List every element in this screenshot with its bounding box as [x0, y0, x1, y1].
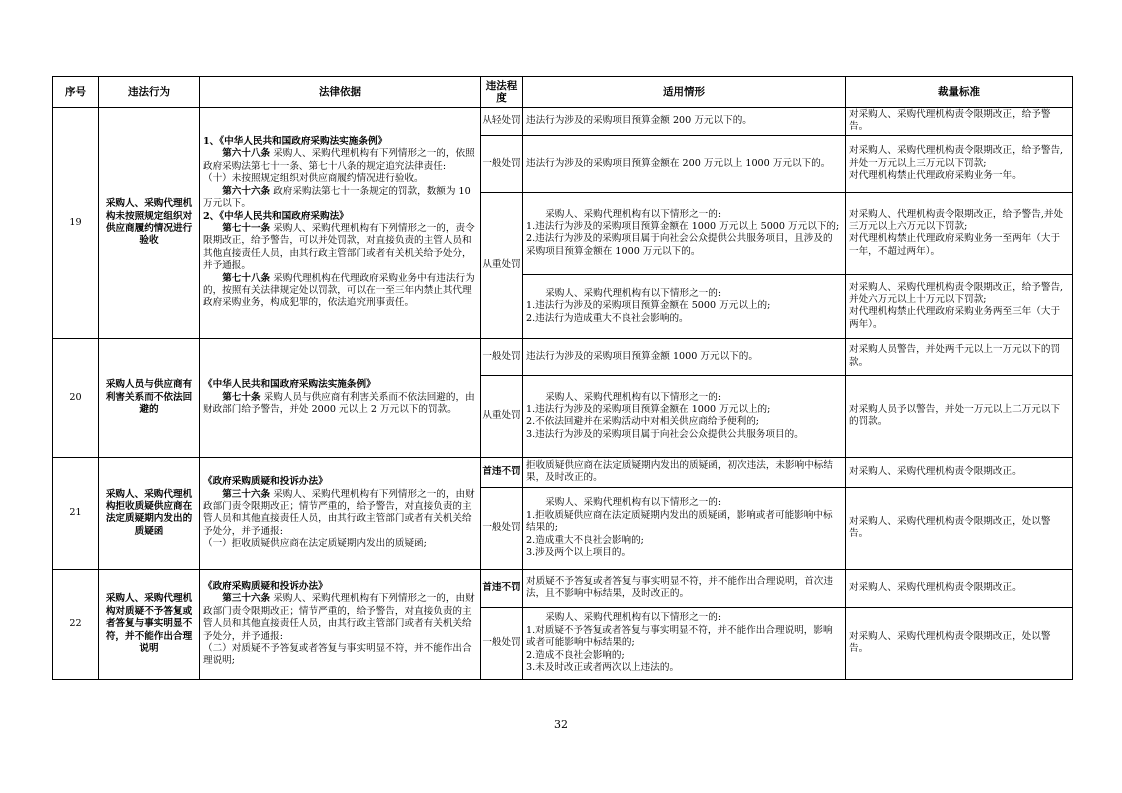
col-header-situation: 适用情形 [523, 77, 846, 108]
violation-degree: 一般处罚 [481, 607, 523, 679]
legal-basis: 《政府采购质疑和投诉办法》 第三十六条 采购人、采购代理机构有下列情形之一的，由财政部门责令限期改正；情节严重的，给予警告，对直接负责的主管人员和其他直接责任人员，由其行政主管部门或者有关机关给予处分，并予通报: （二）对质疑不予答复或者答复与事实明显不符，并不能作出合理说明; [200, 569, 481, 679]
col-header-law: 法律依据 [200, 77, 481, 108]
violation-act: 采购人、采购代理机构拒收质疑供应商在法定质疑期内发出的质疑函 [99, 457, 200, 569]
col-header-act: 违法行为 [99, 77, 200, 108]
legal-basis: 1、《中华人民共和国政府采购法实施条例》 第六十八条 采购人、采购代理机构有下列情形之一的，依照政府采购法第七十一条、第七十八条的规定追究法律责任: （十）未按照规定组织对供应商履约情况进行验收。 第六十六条 政府采购法第七十一条规定的罚款，数额为 10 万元以下。 2、《中华人民共和国政府采购法》 第七十一条 采购人、采购代理机构有下列情形之一的，责令限期改正，给予警告，可以并处罚款，对直接负责的主管人员和其他直接责任人员，由其行政主管部门或者有关机关给予处分，并予通报。 第七十八条 采购代理机构在代理政府采购业务中有违法行为的，按照有关法律规定处以罚款，可以在一至三年内禁止其代理政府采购业务，构成犯罪的，依法追究刑事责任。 [200, 108, 481, 339]
violation-degree: 从重处罚 [481, 192, 523, 338]
penalty-standard: 对采购人、采购代理机构责令限期改正。 [846, 569, 1073, 607]
penalty-standard: 对采购人、采购代理机构责令限期改正，处以警告。 [846, 487, 1073, 569]
violation-degree: 首违不罚 [481, 457, 523, 487]
col-header-degree: 违法程度 [481, 77, 523, 108]
row-number: 20 [53, 338, 99, 457]
penalty-standard: 对采购人、采购代理机构责令限期改正，给予警告。 [846, 108, 1073, 136]
penalty-standard: 对采购人、代理机构责令限期改正，给予警告,并处三万元以上六万元以下罚款; 对代理机构禁止代理政府采购业务一至两年（大于一年，不超过两年）。 [846, 192, 1073, 274]
applicable-situation: 采购人、采购代理机构有以下情形之一的: 1.违法行为涉及的采购项目预算金额在 5000 万元以上的; 2.违法行为造成重大不良社会影响的。 [523, 274, 846, 338]
violation-degree: 从重处罚 [481, 375, 523, 457]
row-number: 19 [53, 108, 99, 339]
col-header-standard: 裁量标准 [846, 77, 1073, 108]
applicable-situation: 违法行为涉及的采购项目预算金额 200 万元以下的。 [523, 108, 846, 136]
violation-degree: 一般处罚 [481, 487, 523, 569]
applicable-situation: 违法行为涉及的采购项目预算金额在 200 万元以上 1000 万元以下的。 [523, 135, 846, 192]
applicable-situation: 采购人、采购代理机构有以下情形之一的: 1.违法行为涉及的采购项目预算金额在 1000 万元以上 5000 万元以下的; 2.违法行为涉及的采购项目属于向社会公众提供公共服务项目，且涉及的采购项目预算金额在 1000 万元以下的。 [523, 192, 846, 274]
penalty-standard: 对采购人、采购代理机构责令限期改正，给予警告,并处一万元以上三万元以下罚款; 对代理机构禁止代理政府采购业务一年。 [846, 135, 1073, 192]
penalty-standard: 对采购人、采购代理机构责令限期改正。 [846, 457, 1073, 487]
penalty-standard: 对采购人员警告，并处两千元以上一万元以下的罚款。 [846, 338, 1073, 375]
penalty-standard: 对采购人员予以警告，并处一万元以上二万元以下的罚款。 [846, 375, 1073, 457]
row-number: 22 [53, 569, 99, 679]
violation-act: 采购人、采购代理机构对质疑不予答复或者答复与事实明显不符，并不能作出合理说明 [99, 569, 200, 679]
page-number: 32 [554, 718, 568, 731]
violation-degree: 一般处罚 [481, 338, 523, 375]
violation-degree: 一般处罚 [481, 135, 523, 192]
applicable-situation: 采购人、采购代理机构有以下情形之一的: 1.拒收质疑供应商在法定质疑期内发出的质疑函，影响或者可能影响中标结果的; 2.造成重大不良社会影响的; 3.涉及两个以上项目的。 [523, 487, 846, 569]
header-row [53, 77, 1073, 108]
penalty-table [52, 76, 1073, 680]
table-row [53, 108, 1073, 136]
legal-basis: 《中华人民共和国政府采购法实施条例》 第七十条 采购人员与供应商有利害关系而不依法回避的，由财政部门给予警告，并处 2000 元以上 2 万元以下的罚款。 [200, 338, 481, 457]
applicable-situation: 对质疑不予答复或者答复与事实明显不符，并不能作出合理说明，首次违法，且不影响中标结果，及时改正的。 [523, 569, 846, 607]
table-row [53, 569, 1073, 607]
violation-degree: 首违不罚 [481, 569, 523, 607]
violation-act: 采购人员与供应商有利害关系而不依法回避的 [99, 338, 200, 457]
row-number: 21 [53, 457, 99, 569]
violation-degree: 从轻处罚 [481, 108, 523, 136]
table-row [53, 457, 1073, 487]
applicable-situation: 拒收质疑供应商在法定质疑期内发出的质疑函，初次违法，未影响中标结果，及时改正的。 [523, 457, 846, 487]
violation-act: 采购人、采购代理机构未按照规定组织对供应商履约情况进行验收 [99, 108, 200, 339]
applicable-situation: 违法行为涉及的采购项目预算金额 1000 万元以下的。 [523, 338, 846, 375]
penalty-standard: 对采购人、采购代理机构责令限期改正，给予警告,并处六万元以上十万元以下罚款; 对代理机构禁止代理政府采购业务两至三年（大于两年）。 [846, 274, 1073, 338]
applicable-situation: 采购人、采购代理机构有以下情形之一的: 1.违法行为涉及的采购项目预算金额在 1000 万元以上的; 2.不依法回避并在采购活动中对相关供应商给予便利的; 3.违法行为涉及的采购项目属于向社会公众提供公共服务项目的。 [523, 375, 846, 457]
table-row [53, 338, 1073, 375]
penalty-standard: 对采购人、采购代理机构责令限期改正，处以警告。 [846, 607, 1073, 679]
legal-basis: 《政府采购质疑和投诉办法》 第三十六条 采购人、采购代理机构有下列情形之一的，由财政部门责令限期改正；情节严重的，给予警告，对直接负责的主管人员和其他直接责任人员，由其行政主管部门或者有关机关给予处分，并予通报: （一）拒收质疑供应商在法定质疑期内发出的质疑函; [200, 457, 481, 569]
col-header-no: 序号 [53, 77, 99, 108]
applicable-situation: 采购人、采购代理机构有以下情形之一的: 1.对质疑不予答复或者答复与事实明显不符，并不能作出合理说明，影响或者可能影响中标结果的; 2.造成不良社会影响的; 3.未及时改正或者两次以上违法的。 [523, 607, 846, 679]
